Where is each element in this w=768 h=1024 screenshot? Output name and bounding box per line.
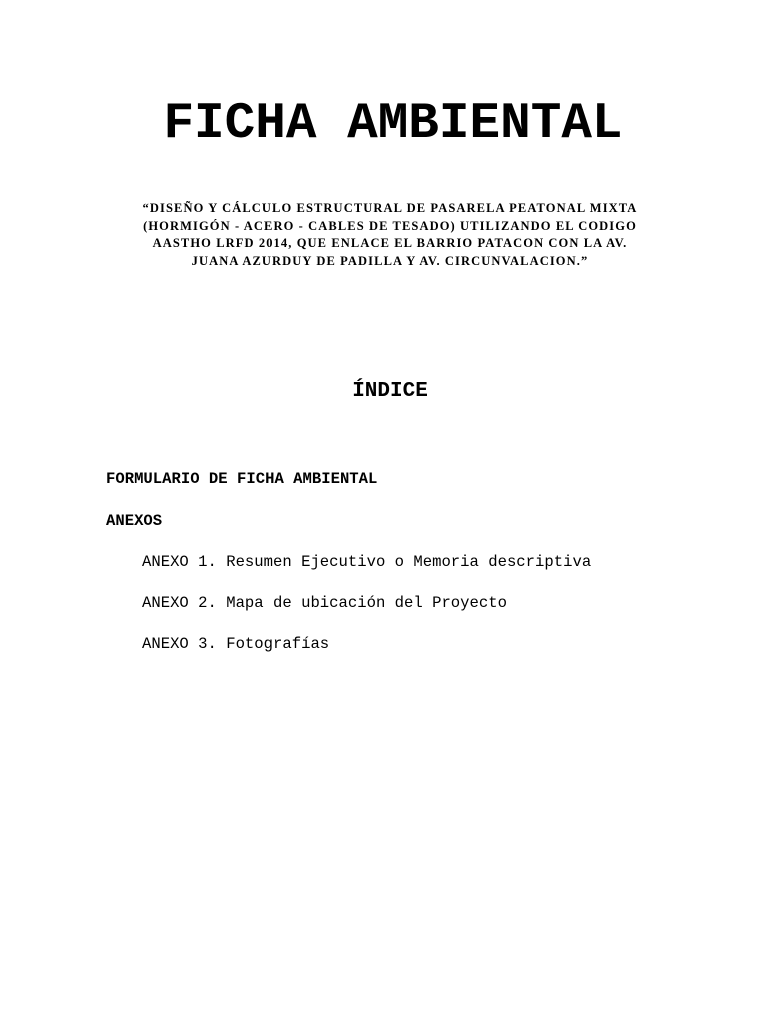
subtitle-line: “DISEÑO Y CÁLCULO ESTRUCTURAL DE PASARELA PEATONAL MIXTA xyxy=(142,201,638,215)
subtitle-line: (HORMIGÓN - ACERO - CABLES DE TESADO) UTILIZANDO EL CODIGO xyxy=(143,218,637,233)
toc-item-formulario: FORMULARIO DE FICHA AMBIENTAL xyxy=(106,470,378,488)
index-heading: ÍNDICE xyxy=(352,380,428,403)
toc-item-anexo-3: ANEXO 3. Fotografías xyxy=(142,635,330,653)
toc-item-anexos: ANEXOS xyxy=(106,512,163,530)
subtitle-line: AASTHO LRFD 2014, QUE ENLACE EL BARRIO PATACON CON LA AV. xyxy=(152,236,628,250)
toc-item-anexo-1: ANEXO 1. Resumen Ejecutivo o Memoria descriptiva xyxy=(142,553,592,571)
project-subtitle xyxy=(120,200,660,270)
toc-item-anexo-2: ANEXO 2. Mapa de ubicación del Proyecto xyxy=(142,594,507,612)
document-title: FICHA AMBIENTAL xyxy=(163,96,623,153)
subtitle-line: JUANA AZURDUY DE PADILLA Y AV. CIRCUNVALACION.” xyxy=(191,253,589,268)
